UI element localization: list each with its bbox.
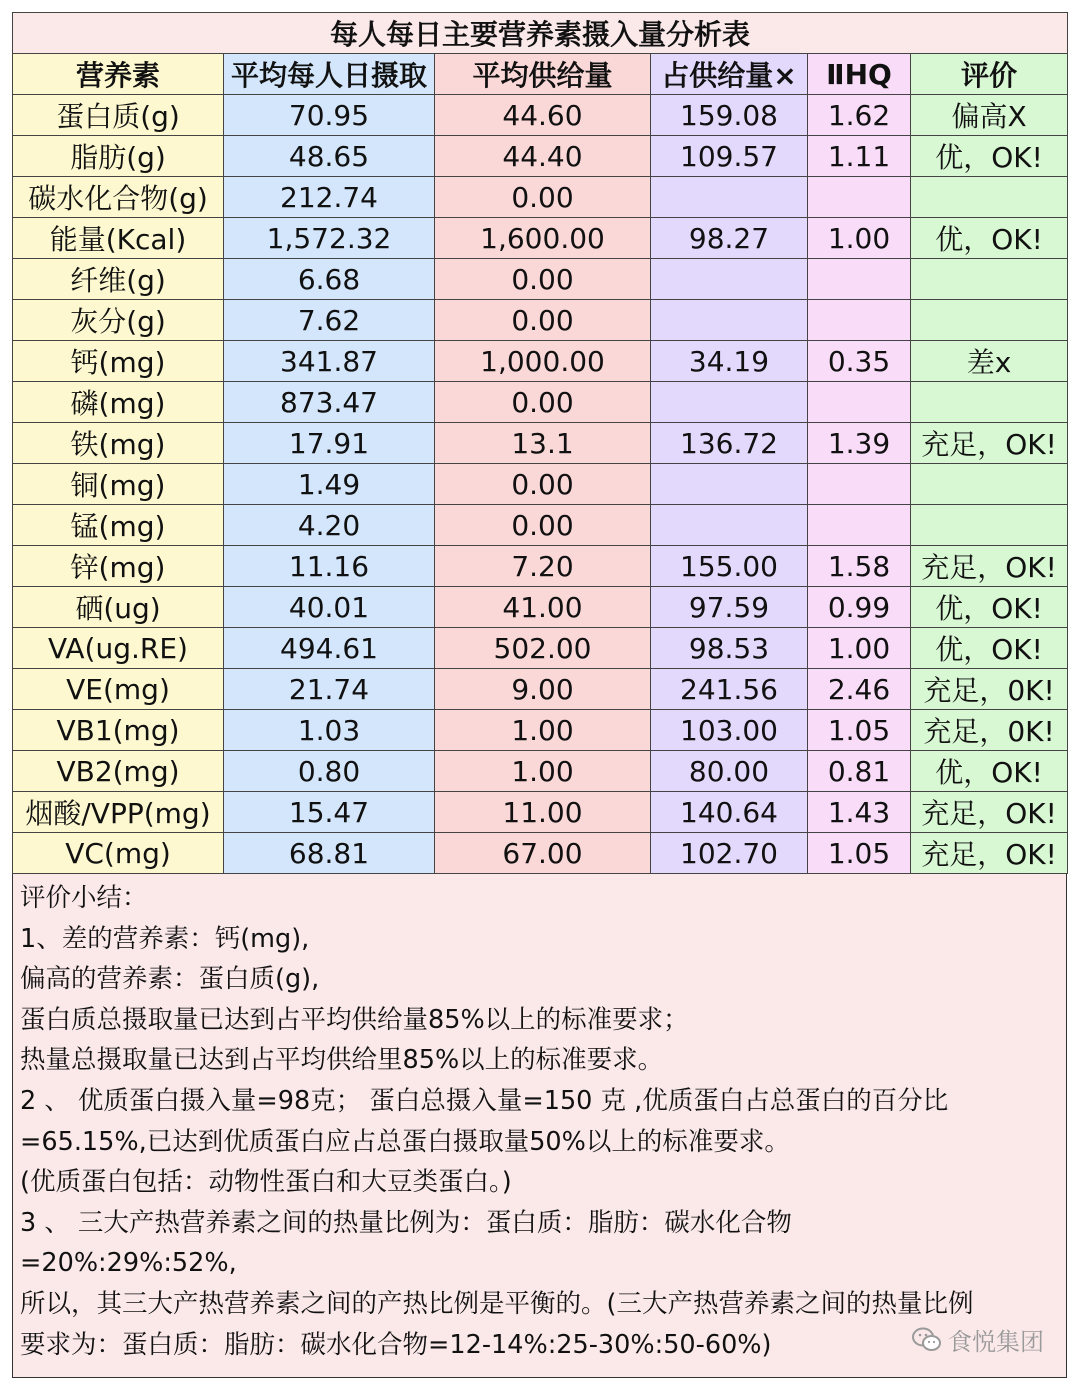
cell-evaluation: 优，OK! [911,136,1068,177]
cell-supply: 67.00 [435,833,651,874]
watermark-text: 食悦集团 [948,1328,1044,1356]
cell-intake: 1.03 [224,710,435,751]
summary-line: (优质蛋白包括：动物性蛋白和大豆类蛋白。) [20,1167,512,1198]
summary-line: 蛋白质总摄取量已达到占平均供给量85%以上的标准要求； [20,1004,689,1035]
cell-intake: 341.87 [224,341,435,382]
table-row [13,505,1068,546]
table-row [13,587,1068,628]
table-row [13,710,1068,751]
table-row [13,95,1068,136]
summary-line: 3 、 三大产热营养素之间的热量比例为：蛋白质：脂肪：碳水化合物 [20,1207,792,1238]
summary-line: 1、差的营养素：钙(mg), [20,923,310,954]
cell-percent [651,505,808,546]
table-row [13,464,1068,505]
cell-intake: 70.95 [224,95,435,136]
cell-inq: 0.99 [808,587,911,628]
cell-evaluation: 充足，0K! [911,669,1068,710]
cell-percent [651,177,808,218]
cell-intake: 7.62 [224,300,435,341]
watermark [912,1322,1044,1357]
table-row [13,792,1068,833]
cell-percent [651,259,808,300]
cell-percent: 80.00 [651,751,808,792]
cell-evaluation: 优，OK! [911,628,1068,669]
cell-evaluation: 充足，OK! [911,833,1068,874]
cell-percent: 241.56 [651,669,808,710]
cell-inq [808,300,911,341]
cell-supply: 0.00 [435,505,651,546]
cell-evaluation [911,300,1068,341]
cell-percent: 103.00 [651,710,808,751]
cell-inq: 1.00 [808,218,911,259]
cell-supply: 13.1 [435,423,651,464]
cell-inq: 1.11 [808,136,911,177]
table-row [13,546,1068,587]
cell-percent: 155.00 [651,546,808,587]
cell-inq [808,505,911,546]
cell-nutrient: 铜(mg) [13,464,224,505]
cell-evaluation [911,464,1068,505]
cell-intake: 17.91 [224,423,435,464]
table-row [13,218,1068,259]
cell-supply: 7.20 [435,546,651,587]
cell-inq: 0.35 [808,341,911,382]
cell-supply: 0.00 [435,259,651,300]
cell-supply: 9.00 [435,669,651,710]
cell-supply: 0.00 [435,300,651,341]
cell-percent: 102.70 [651,833,808,874]
cell-evaluation [911,505,1068,546]
cell-percent: 98.27 [651,218,808,259]
cell-supply: 1,600.00 [435,218,651,259]
cell-inq [808,177,911,218]
cell-supply: 0.00 [435,464,651,505]
cell-evaluation: 优，OK! [911,218,1068,259]
cell-nutrient: VB2(mg) [13,751,224,792]
cell-intake: 1.49 [224,464,435,505]
cell-nutrient: 能量(Kcal) [13,218,224,259]
summary-line: 评价小结： [20,883,148,913]
cell-evaluation: 差x [911,341,1068,382]
cell-intake: 40.01 [224,587,435,628]
cell-inq [808,464,911,505]
table-row [13,751,1068,792]
cell-evaluation: 充足，OK! [911,546,1068,587]
table-title: 每人每日主要营养素摄入量分析表 [13,13,1068,54]
cell-nutrient: 钙(mg) [13,341,224,382]
cell-percent: 34.19 [651,341,808,382]
cell-intake: 873.47 [224,382,435,423]
cell-inq: 0.81 [808,751,911,792]
header-row [13,54,1068,95]
cell-percent: 97.59 [651,587,808,628]
cell-intake: 494.61 [224,628,435,669]
cell-evaluation: 偏高X [911,95,1068,136]
cell-supply: 502.00 [435,628,651,669]
cell-evaluation [911,177,1068,218]
wechat-icon [912,1327,942,1353]
cell-supply: 11.00 [435,792,651,833]
nutrient-table [12,12,1068,874]
cell-evaluation: 充足，0K! [911,710,1068,751]
cell-inq [808,259,911,300]
cell-intake: 4.20 [224,505,435,546]
cell-intake: 0.80 [224,751,435,792]
cell-nutrient: 灰分(g) [13,300,224,341]
cell-nutrient: 脂肪(g) [13,136,224,177]
cell-intake: 15.47 [224,792,435,833]
cell-nutrient: 锰(mg) [13,505,224,546]
cell-supply: 44.60 [435,95,651,136]
cell-inq: 1.05 [808,833,911,874]
cell-nutrient: 烟酸/VPP(mg) [13,792,224,833]
cell-percent: 109.57 [651,136,808,177]
cell-supply: 0.00 [435,382,651,423]
cell-percent [651,382,808,423]
cell-inq: 1.58 [808,546,911,587]
cell-inq: 1.43 [808,792,911,833]
cell-evaluation [911,382,1068,423]
summary-line: 热量总摄取量已达到占平均供给里85%以上的标准要求。 [20,1045,664,1076]
cell-intake: 1,572.32 [224,218,435,259]
cell-percent: 159.08 [651,95,808,136]
summary-line: 2 、 优质蛋白摄入量=98克； 蛋白总摄入量=150 克 ,优质蛋白占总蛋白的百分比 [20,1085,949,1116]
cell-nutrient: 铁(mg) [13,423,224,464]
cell-inq: 2.46 [808,669,911,710]
table-row [13,833,1068,874]
cell-intake: 212.74 [224,177,435,218]
table-row [13,423,1068,464]
cell-inq: 1.00 [808,628,911,669]
table-row [13,382,1068,423]
cell-nutrient: 磷(mg) [13,382,224,423]
cell-intake: 48.65 [224,136,435,177]
table-row [13,136,1068,177]
cell-inq: 1.05 [808,710,911,751]
evaluation-summary [20,878,1060,1365]
summary-line: 要求为：蛋白质：脂肪：碳水化合物=12-14%:25-30%:50-60%) [20,1329,772,1360]
cell-evaluation [911,259,1068,300]
header-inq: ⅡHQ [808,54,911,95]
header-intake: 平均每人日摄取 [224,54,435,95]
cell-intake: 68.81 [224,833,435,874]
cell-supply: 1.00 [435,751,651,792]
cell-inq: 1.39 [808,423,911,464]
cell-evaluation: 充足，OK! [911,423,1068,464]
header-percent: 占供给量× [651,54,808,95]
cell-nutrient: 锌(mg) [13,546,224,587]
cell-inq: 1.62 [808,95,911,136]
cell-supply: 0.00 [435,177,651,218]
table-row [13,300,1068,341]
table-row [13,259,1068,300]
cell-percent: 98.53 [651,628,808,669]
cell-supply: 41.00 [435,587,651,628]
cell-nutrient: VB1(mg) [13,710,224,751]
cell-nutrient: 硒(ug) [13,587,224,628]
table-row [13,669,1068,710]
cell-percent [651,464,808,505]
cell-supply: 44.40 [435,136,651,177]
header-supply: 平均供给量 [435,54,651,95]
cell-intake: 6.68 [224,259,435,300]
cell-intake: 11.16 [224,546,435,587]
cell-nutrient: 碳水化合物(g) [13,177,224,218]
cell-inq [808,382,911,423]
cell-percent: 136.72 [651,423,808,464]
summary-line: 所以，其三大产热营养素之间的产热比例是平衡的。(三大产热营养素之间的热量比例 [20,1288,974,1319]
table-row [13,341,1068,382]
cell-evaluation: 优，OK! [911,751,1068,792]
header-evaluation: 评价 [911,54,1068,95]
cell-evaluation: 优，OK! [911,587,1068,628]
cell-nutrient: VE(mg) [13,669,224,710]
cell-evaluation: 充足，OK! [911,792,1068,833]
cell-intake: 21.74 [224,669,435,710]
summary-line: 偏高的营养素：蛋白质(g), [20,964,320,995]
cell-supply: 1.00 [435,710,651,751]
table-row [13,628,1068,669]
cell-percent [651,300,808,341]
header-nutrient: 营养素 [13,54,224,95]
summary-line: =20%:29%:52%, [20,1248,237,1279]
table-row [13,177,1068,218]
cell-nutrient: VA(ug.RE) [13,628,224,669]
summary-line: =65.15%,已达到优质蛋白应占总蛋白摄取量50%以上的标准要求。 [20,1126,790,1157]
cell-nutrient: 纤维(g) [13,259,224,300]
cell-nutrient: 蛋白质(g) [13,95,224,136]
cell-percent: 140.64 [651,792,808,833]
cell-supply: 1,000.00 [435,341,651,382]
cell-nutrient: VC(mg) [13,833,224,874]
